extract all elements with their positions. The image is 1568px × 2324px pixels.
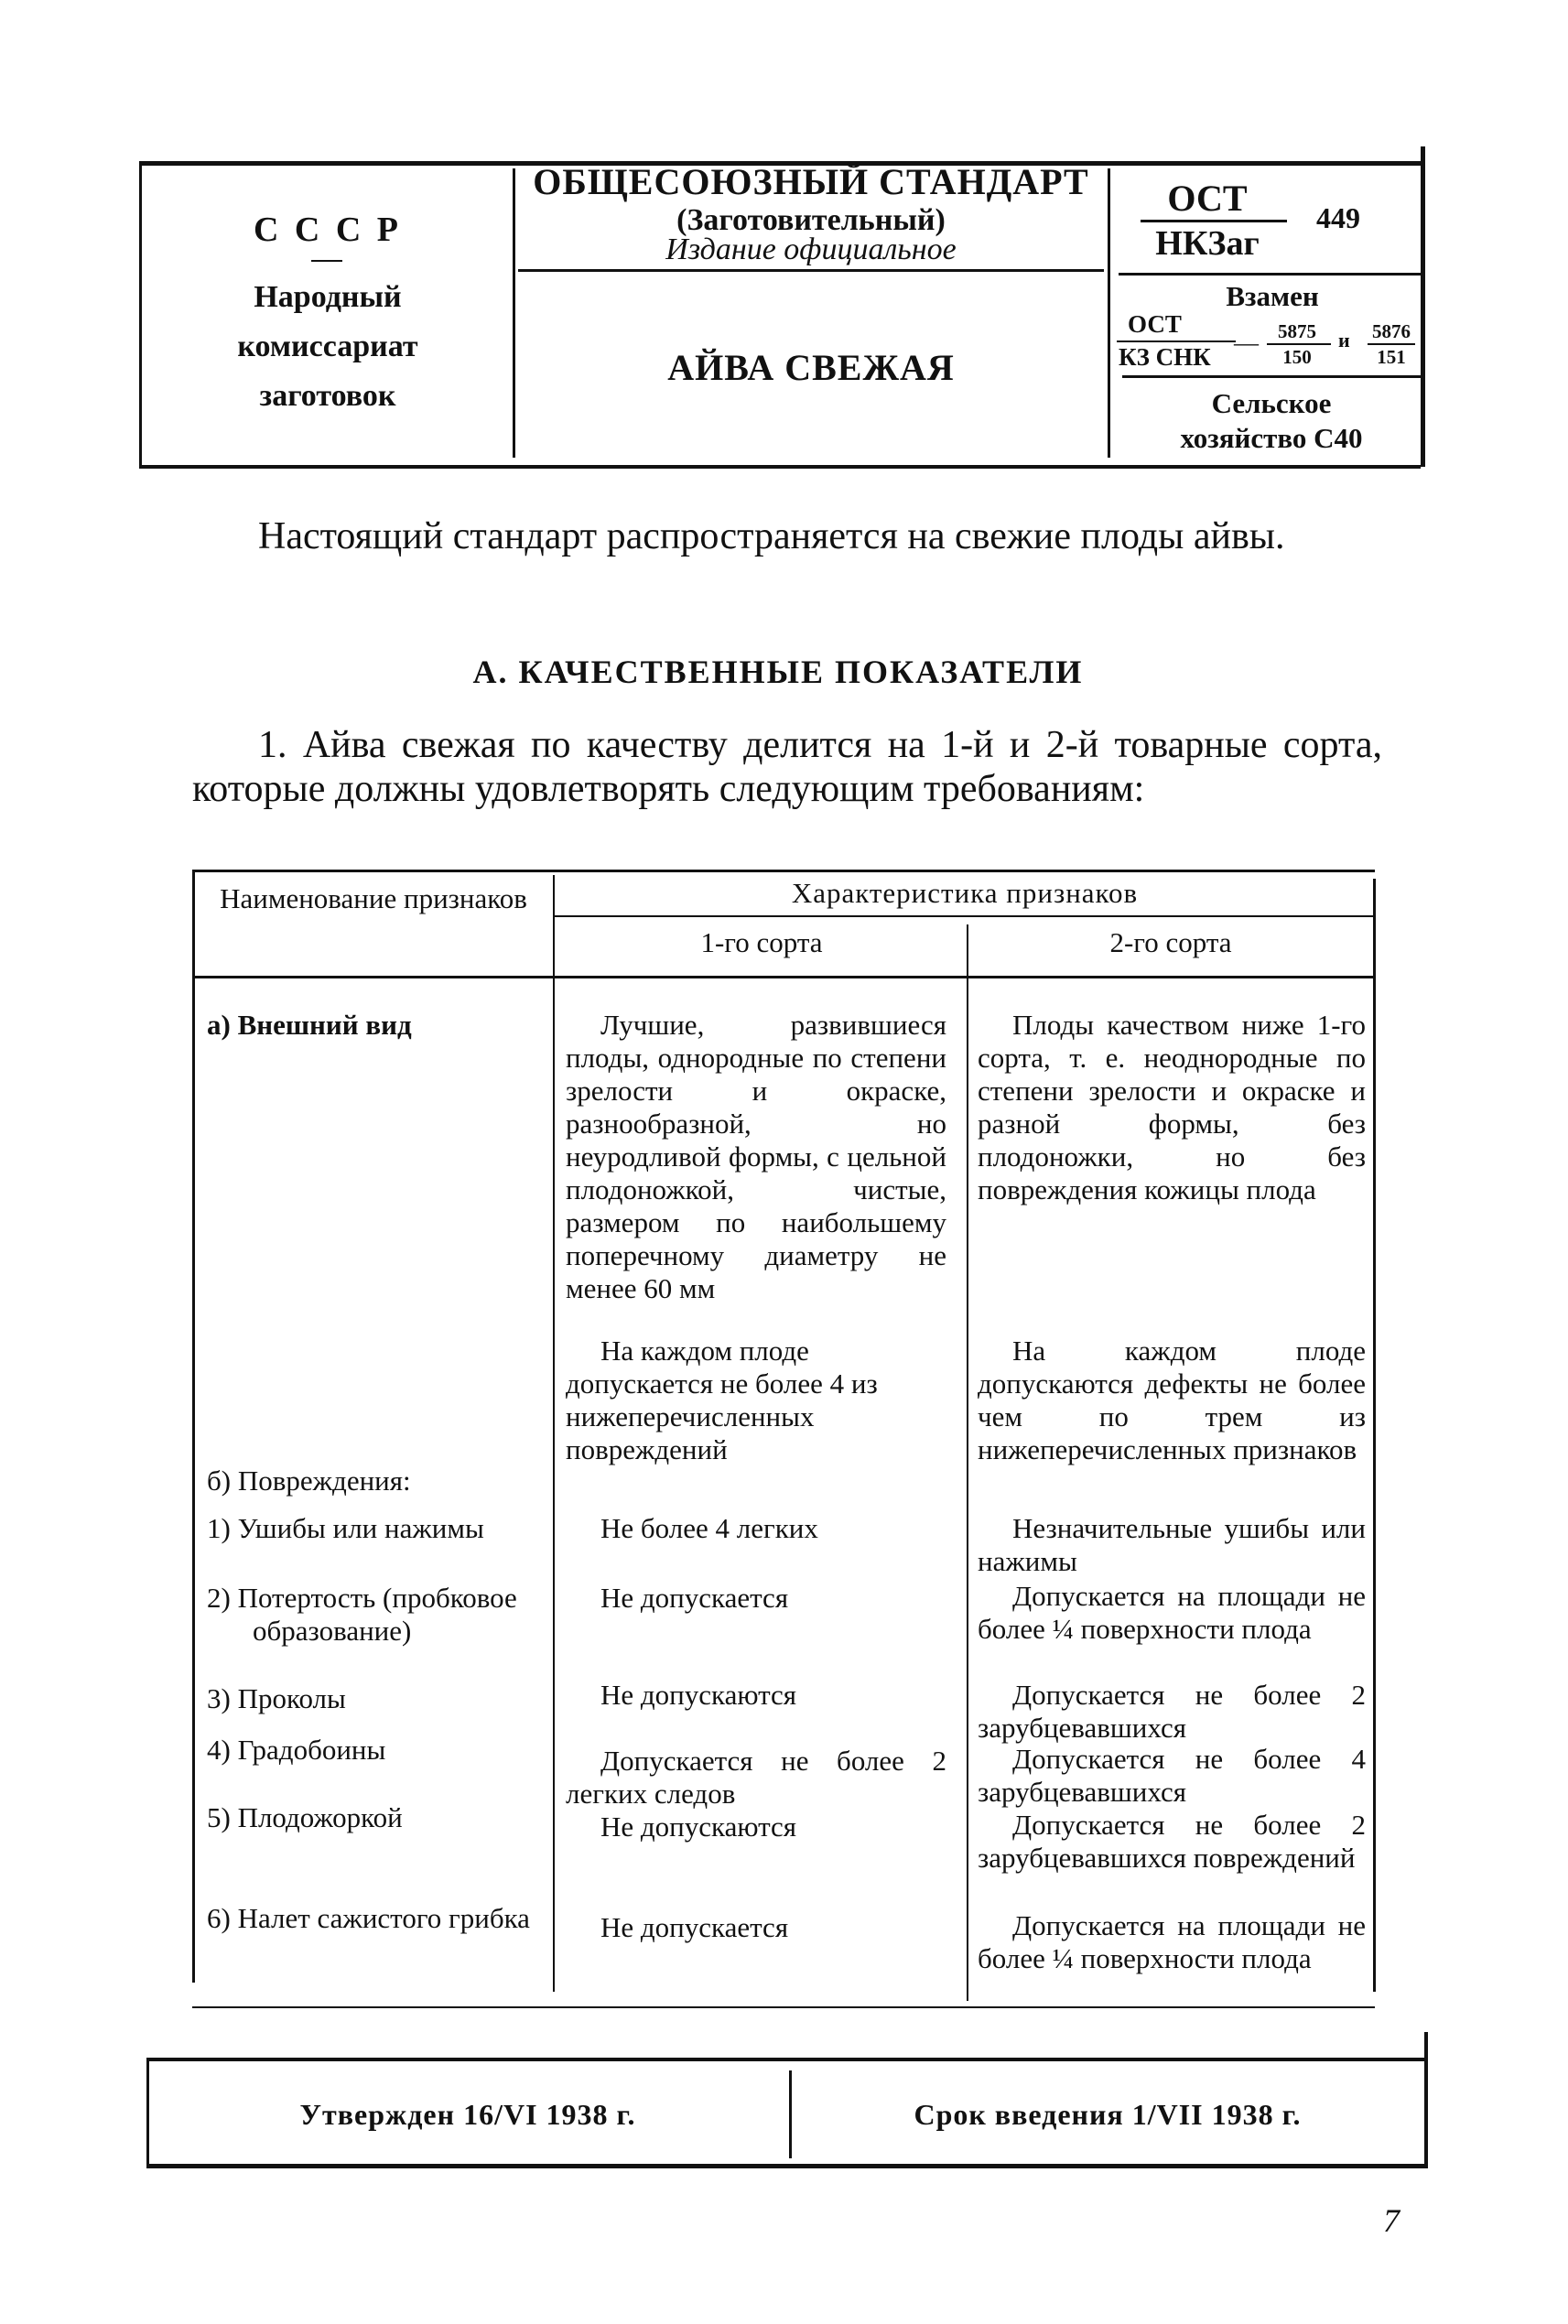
- row-3-grade-1: Не допускаются: [600, 1679, 797, 1711]
- footer-right-rule: [1424, 2032, 1428, 2167]
- table-col-divider-2: [967, 924, 968, 2001]
- table-bottom-rule: [192, 2006, 1375, 2008]
- fraction-2-denominator: 151: [1377, 346, 1406, 368]
- fraction-1-denominator: 150: [1282, 346, 1312, 368]
- row-1-grade-2: Незначительные ушибы или нажимы: [978, 1512, 1366, 1577]
- row-3-grade-2: Допускается не более 2 зарубцевавшихся: [978, 1679, 1366, 1744]
- row-2-name: 2) Потертость (пробковое образование): [207, 1582, 517, 1647]
- column-header-grade-2: 2-го сорта: [1109, 926, 1232, 958]
- fraction-1-bar: [1267, 343, 1331, 345]
- header-right-low-rule: [1122, 375, 1421, 378]
- header-right-mid-rule: [1119, 273, 1421, 276]
- table-header-bottom-rule: [192, 976, 1375, 978]
- row-2-grade-1: Не допускается: [600, 1582, 789, 1614]
- fraction-2-numerator: 5876: [1372, 320, 1411, 342]
- header-bottom-rule: [139, 465, 1421, 469]
- clause-1-paragraph: 1. Айва свежая по качеству делится на 1-й и 2-й товарные сорта, которые должны удовлетворять следующим требованиям:: [192, 724, 1382, 810]
- edition-label: Издание официальное: [665, 232, 957, 266]
- ost-number: 449: [1316, 201, 1360, 234]
- row-3-name: 3) Проколы: [207, 1682, 346, 1714]
- row-5-grade-2: Допускается не более 2 зарубцевавшихся повреждений: [978, 1809, 1366, 1874]
- row-1-name: 1) Ушибы или нажимы: [207, 1512, 484, 1544]
- replaces-ost: ОСТ: [1128, 310, 1182, 338]
- ost-fraction-bar: [1141, 220, 1287, 222]
- header-right-rule: [1421, 146, 1425, 467]
- column-header-grade-1: 1-го сорта: [700, 926, 823, 958]
- column-header-name: Наименование признаков: [220, 882, 527, 914]
- column-header-characteristics: Характеристика признаков: [791, 877, 1139, 909]
- table-right-rule: [1373, 879, 1376, 1992]
- replaces-label: Взамен: [1226, 280, 1319, 312]
- effective-date: Срок введения 1/VII 1938 г.: [914, 2098, 1302, 2131]
- footer-left-rule: [146, 2058, 149, 2167]
- standard-title: АЙВА СВЕЖАЯ: [667, 347, 955, 388]
- country-label: С С С Р: [253, 211, 403, 249]
- row-6-grade-2: Допускается на площади не более ¼ поверхности плода: [978, 1909, 1366, 1974]
- footer-bottom-rule: [146, 2164, 1428, 2168]
- row-5-grade-1: Не допускаются: [600, 1811, 797, 1843]
- row-1-grade-1: Не более 4 легких: [600, 1512, 818, 1544]
- category-line-1: Сельское: [1211, 387, 1332, 419]
- standard-name: ОБЩЕСОЮЗНЫЙ СТАНДАРТ: [533, 161, 1089, 202]
- table-top-rule: [192, 870, 1375, 872]
- commissariat-line-2: комиссариат: [237, 330, 418, 363]
- footer-top-rule: [146, 2058, 1428, 2061]
- footer-divider: [789, 2070, 792, 2158]
- table-subheader-rule: [555, 915, 1375, 917]
- row-2-grade-2: Допускается на площади не более ¼ поверхности плода: [978, 1580, 1366, 1645]
- nkzag-label: НКЗаг: [1155, 224, 1260, 263]
- section-heading-a: А. КАЧЕСТВЕННЫЕ ПОКАЗАТЕЛИ: [472, 654, 1084, 690]
- ost-label: ОСТ: [1167, 178, 1248, 219]
- row-4-grade-2: Допускается не более 4 зарубцевавшихся: [978, 1743, 1366, 1808]
- page-number: 7: [1383, 2202, 1400, 2239]
- fraction-2-bar: [1368, 343, 1415, 345]
- table-col-divider-1: [553, 875, 555, 1992]
- replaces-kz-snk: КЗ СНК: [1119, 343, 1211, 371]
- row-a-grade-1: Лучшие, развившиеся плоды, однородные по степени зрелости и окраске, разнообразной, но неуродливой формы, с цельной плодоножкой, чистые, размером по наибольшему поперечному диаметру не менее 60 мм: [566, 1009, 946, 1304]
- header-divider-1: [513, 168, 515, 458]
- row-b-name: б) Повреждения:: [207, 1465, 411, 1497]
- replaces-and: и: [1338, 329, 1350, 351]
- intro-paragraph: Настоящий стандарт распространяется на свежие плоды айвы.: [258, 515, 1285, 557]
- category-line-2: хозяйство С40: [1180, 422, 1363, 454]
- commissariat-line-3: заготовок: [259, 379, 396, 413]
- header-divider-2: [1108, 168, 1110, 458]
- row-5-name: 5) Плодожоркой: [207, 1801, 403, 1833]
- table-left-rule: [192, 870, 195, 1983]
- replaces-dash: —: [1234, 329, 1259, 356]
- row-6-grade-1: Не допускается: [600, 1911, 789, 1943]
- country-underline: [311, 260, 342, 262]
- fraction-1-numerator: 5875: [1278, 320, 1316, 342]
- row-b-grade-1: На каждом плоде допускается не более 4 из нижеперечисленных повреждений: [566, 1335, 878, 1465]
- row-a-grade-2: Плоды качеством ниже 1-го сорта, т. е. неоднородные по степени зрелости и окраске и разной формы, без плодоножки, но без повреждения кожицы плода: [978, 1009, 1366, 1205]
- row-b-grade-2: На каждом плоде допускаются дефекты не более чем по трем из нижеперечисленных признаков: [978, 1335, 1366, 1465]
- approved-date: Утвержден 16/VI 1938 г.: [299, 2098, 636, 2131]
- row-6-name: 6) Налет сажистого грибка: [207, 1902, 530, 1934]
- commissariat-line-1: Народный: [254, 280, 402, 314]
- row-4-grade-1: Допускается не более 2 легких следов: [566, 1745, 946, 1810]
- standard-type: (Заготовительный): [676, 203, 946, 237]
- row-a-name: а) Внешний вид: [207, 1009, 412, 1041]
- header-left-rule: [139, 161, 142, 467]
- row-4-name: 4) Градобоины: [207, 1734, 386, 1766]
